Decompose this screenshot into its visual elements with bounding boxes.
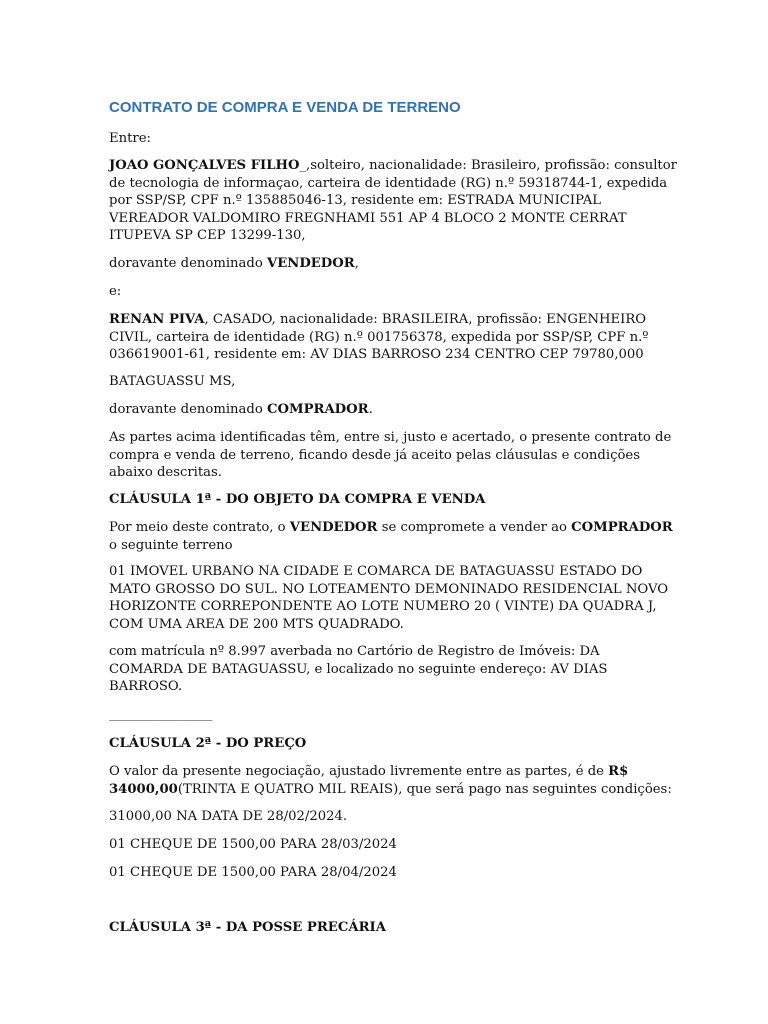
matricula-line-2: COMARDA DE BATAGUASSU, e localizado no seguinte endereço: AV DIAS [109, 661, 608, 677]
pagamento-1: 31000,00 NA DATA DE 28/02/2024. [109, 809, 348, 824]
clausula-1-intro-line-2: o seguinte terreno [109, 537, 233, 553]
doravante-prefix: doravante denominado [109, 402, 267, 417]
partes-line-1: As partes acima identificadas têm, entre si, justo e acertado, o presente contrato de [109, 430, 672, 445]
bataguassu-line: BATAGUASSU MS, [109, 374, 236, 389]
e-label: e: [109, 284, 122, 299]
imovel-line-2: MATO GROSSO DO SUL. NO LOTEAMENTO DEMONINADO RESIDENCIAL NOVO [109, 581, 669, 597]
comprador-name: RENAN PIVA [109, 312, 205, 327]
vendedor-line-3: por SSP/SP, CPF n.º 135885046-13, residente em: ESTRADA MUNICIPAL [109, 193, 602, 209]
imovel-line-3: HORIZONTE CORREPONDENTE AO LOTE NUMERO 20 ( VINTE) DA QUADRA J, [109, 599, 657, 615]
document-title: CONTRATO DE COMPRA E VENDA DE TERRENO [109, 99, 461, 116]
clausula-3-heading: CLÁUSULA 3ª - DA POSSE PRECÁRIA [109, 920, 386, 935]
doravante-suffix: . [368, 402, 373, 417]
blank-signature-line: _____________________ [109, 708, 212, 721]
comprador-line-2: CIVIL, carteira de identidade (RG) n.º 001756378, expedida por SSP/SP, CPF n.º [109, 329, 649, 345]
intro-vendedor: VENDEDOR [289, 520, 378, 535]
valor-amount: 34000,00 [109, 781, 178, 797]
vendedor-line-4: VEREADOR VALDOMIRO FREGNHAMI 551 AP 4 BLOCO 2 MONTE CERRAT [109, 210, 627, 226]
matricula-paragraph [109, 643, 664, 696]
entre-label: Entre: [109, 131, 151, 146]
imovel-line-4: COM UMA AREA DE 200 MTS QUADRADO. [109, 616, 404, 632]
vendedor-line-2: de tecnologia de informaçao, carteira de identidade (RG) n.º 59318744-1, expedida [109, 175, 668, 191]
comprador-line1-rest: , CASADO, nacionalidade: BRASILEIRA, profissão: ENGENHEIRO [204, 312, 647, 327]
vendedor-qualification [109, 157, 677, 245]
intro-comprador: COMPRADOR [571, 520, 673, 535]
valor-line-1 [109, 763, 664, 781]
clausula-1-intro [109, 519, 673, 554]
doravante-suffix: , [354, 256, 359, 271]
clausula-2-heading: CLÁUSULA 2ª - DO PREÇO [109, 736, 307, 751]
matricula-line-1: com matrícula nº 8.997 averbada no Cartório de Registro de Imóveis: DA [109, 644, 600, 659]
valor-currency: R$ [608, 764, 629, 779]
pagamento-3: 01 CHEQUE DE 1500,00 PARA 28/04/2024 [109, 865, 397, 880]
doravante-prefix: doravante denominado [109, 256, 267, 271]
intro-text-a: Por meio deste contrato, o [109, 520, 290, 535]
doravante-comprador [109, 401, 664, 419]
vendedor-role: VENDEDOR [266, 256, 355, 271]
imovel-description [109, 563, 669, 633]
partes-paragraph [109, 429, 672, 482]
comprador-line-3: 036619001-61, residente em: AV DIAS BARROSO 234 CENTRO CEP 79780,000 [109, 347, 644, 363]
intro-text-b: se compromete a vender ao [377, 520, 572, 535]
clausula-1-heading: CLÁUSULA 1ª - DO OBJETO DA COMPRA E VENDA [109, 492, 486, 507]
valor-text-a: O valor da presente negociação, ajustado livremente entre as partes, é de [109, 764, 609, 779]
partes-line-2: compra e venda de terreno, ficando desde já aceito pelas cláusulas e condições [109, 447, 640, 463]
vendedor-line-5: ITUPEVA SP CEP 13299-130, [109, 228, 306, 244]
comprador-qualification [109, 311, 664, 364]
imovel-line-1: 01 IMOVEL URBANO NA CIDADE E COMARCA DE BATAGUASSU ESTADO DO [109, 564, 643, 579]
valor-paragraph [109, 763, 672, 798]
vendedor-line1-rest: _,solteiro, nacionalidade: Brasileiro, profissão: consultor [299, 158, 677, 173]
valor-line-2 [109, 781, 672, 799]
matricula-line-3: BARROSO. [109, 679, 183, 695]
vendedor-name: JOAO GONÇALVES FILHO [109, 158, 300, 173]
comprador-role: COMPRADOR [266, 402, 369, 417]
valor-text-b: (TRINTA E QUATRO MIL REAIS), que será pago nas seguintes condições: [177, 781, 672, 797]
partes-line-3: abaixo descritas. [109, 465, 222, 481]
vendedor-line-1 [109, 157, 677, 175]
doravante-vendedor [109, 255, 664, 273]
comprador-line-1 [109, 311, 664, 329]
pagamento-2: 01 CHEQUE DE 1500,00 PARA 28/03/2024 [109, 837, 397, 852]
clausula-1-intro-line-1 [109, 519, 673, 537]
